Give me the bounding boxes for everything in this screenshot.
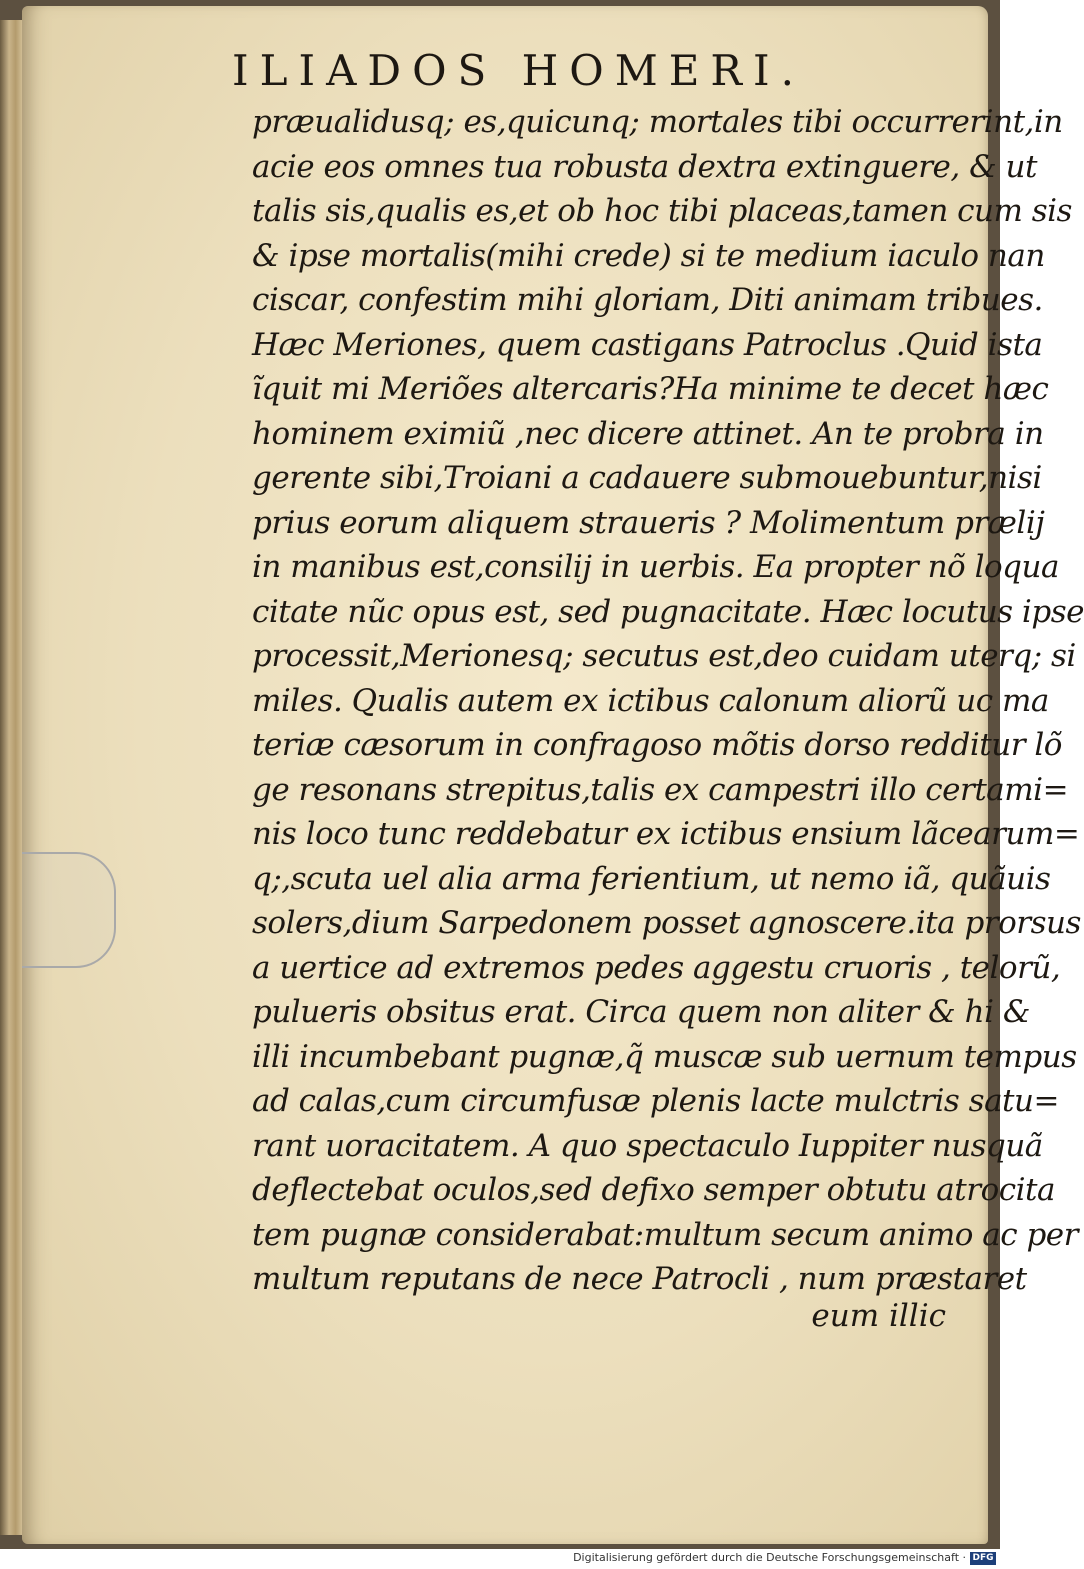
text-line: gerente sibi,Troiani a cadauere submouebuntur,nisi xyxy=(252,460,1042,496)
text-line: talis sis,qualis es,et ob hoc tibi placeas,tamen cum sis xyxy=(252,193,1072,229)
text-line: q;,scuta uel alia arma ferientium, ut nemo iã, quãuis xyxy=(252,860,1051,897)
text-line: ĩquit mi Meriões altercaris?Ha minime te decet hæc xyxy=(252,371,1049,407)
running-head: ILIADOS HOMERI. xyxy=(232,46,805,95)
text-line: Hæc Meriones, quem castigans Patroclus .Quid ista xyxy=(252,326,1043,363)
text-line: acie eos omnes tua robusta dextra extinguere, & ut xyxy=(252,148,1037,185)
body-text xyxy=(252,100,1084,1302)
text-line: ciscar, confestim mihi gloriam, Diti animam tribues. xyxy=(252,282,1043,318)
text-line: teriæ cæsorum in confragoso mõtis dorso redditur lõ xyxy=(252,727,1062,763)
footer-bar xyxy=(0,1549,1000,1569)
text-line: rant uoracitatem. A quo spectaculo Iuppiter nusquã xyxy=(252,1127,1043,1164)
text-line: illi incumbebant pugnæ,q̃ muscæ sub uernum tempus xyxy=(252,1038,1077,1075)
funding-credit: Digitalisierung gefördert durch die Deutsche Forschungsgemeinschaft · xyxy=(573,1551,966,1564)
text-line: præualidusq; es,quicunq; mortales tibi occurrerint,in xyxy=(252,104,1063,140)
dfg-logo: DFG xyxy=(970,1552,996,1565)
text-line: tem pugnæ considerabat:multum secum animo ac per xyxy=(252,1216,1078,1253)
text-line: miles. Qualis autem ex ictibus calonum aliorũ uc ma xyxy=(252,682,1049,719)
page-clip-tab xyxy=(22,852,116,968)
text-line: a uertice ad extremos pedes aggestu cruoris , telorũ, xyxy=(252,949,1061,986)
text-line: multum reputans de nece Patrocli , num præstaret xyxy=(252,1261,1027,1297)
text-line: nis loco tunc reddebatur ex ictibus ensium lãcearum= xyxy=(252,816,1080,852)
text-line: hominem eximiũ ,nec dicere attinet. An te probra in xyxy=(252,415,1044,452)
text-line: in manibus est,consilij in uerbis. Ea propter nõ loqua xyxy=(252,549,1059,585)
catchword: eum illic xyxy=(811,1298,946,1334)
text-line: ad calas,cum circumfusæ plenis lacte mulctris satu= xyxy=(252,1083,1059,1119)
text-line: & ipse mortalis(mihi crede) si te medium iaculo nan xyxy=(252,237,1045,274)
text-line: deflectebat oculos,sed defixo semper obtutu atrocita xyxy=(252,1172,1055,1208)
text-line: processit,Merionesq; secutus est,deo cuidam uterq; si xyxy=(252,638,1076,674)
text-line: prius eorum aliquem straueris ? Molimentum prælij xyxy=(252,504,1045,541)
text-line: ge resonans strepitus,talis ex campestri illo certami= xyxy=(252,771,1069,808)
text-line: pulueris obsitus erat. Circa quem non aliter & hi & xyxy=(252,994,1030,1030)
text-line: citate nũc opus est, sed pugnacitate. Hæc locutus ipse xyxy=(252,593,1084,630)
text-line: solers,dium Sarpedonem posset agnoscere.ita prorsus xyxy=(252,905,1081,941)
